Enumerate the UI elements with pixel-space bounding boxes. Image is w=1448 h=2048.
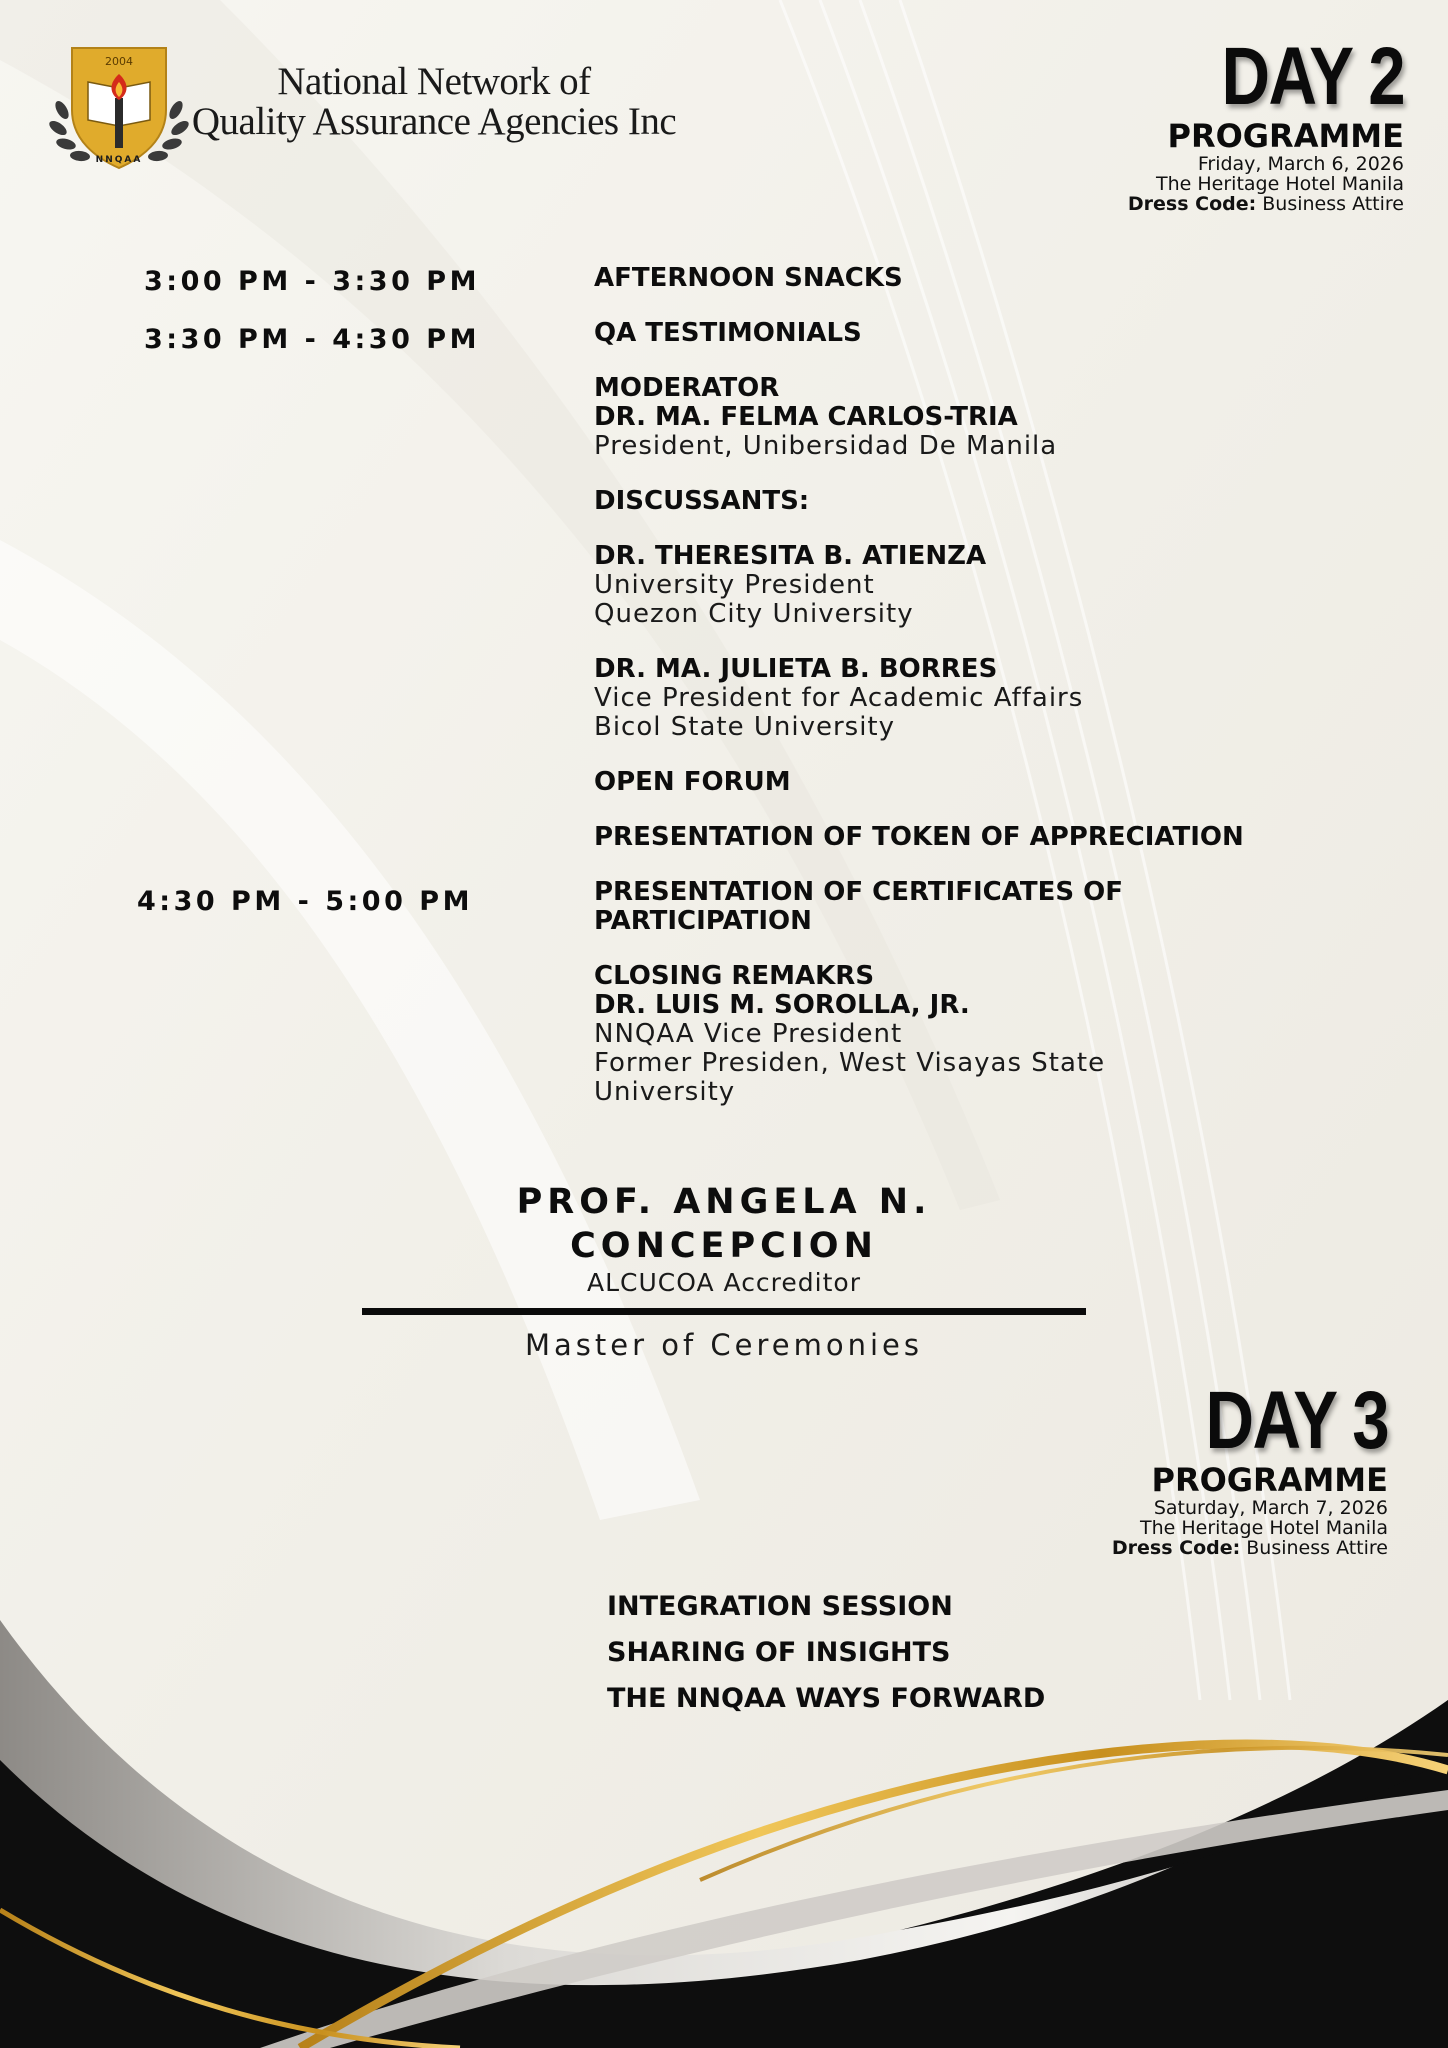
emcee-affiliation: ALCUCOA Accreditor [587, 1268, 861, 1297]
day3-title: DAY 3 [1205, 1375, 1388, 1466]
discussant-title: Vice President for Academic Affairs [594, 683, 1084, 713]
discussant-name: DR. MA. JULIETA B. BORRES [594, 654, 998, 684]
day2-date: Friday, March 6, 2026 [1197, 153, 1404, 175]
dress-code-label: Dress Code: [1111, 1537, 1241, 1559]
emcee-name: PROF. ANGELA N. CONCEPCION [516, 1182, 932, 1266]
agenda-heading-line-1: PRESENTATION OF CERTIFICATES OF [594, 877, 1124, 907]
agenda-item-token [594, 823, 1354, 852]
day3-header [968, 1375, 1388, 1559]
agenda-heading: OPEN FORUM [594, 767, 791, 797]
day2-programme-label: PROGRAMME [1167, 117, 1404, 155]
day2-header [984, 31, 1404, 215]
day2-dress-code [984, 194, 1404, 214]
nnqaa-logo [44, 40, 194, 175]
agenda-heading: QA TESTIMONIALS [594, 318, 862, 348]
svg-text:NNQAA: NNQAA [95, 155, 143, 165]
discussant-org: Bicol State University [594, 712, 895, 742]
day3-programme-label: PROGRAMME [1151, 1461, 1388, 1499]
emcee-divider [362, 1308, 1086, 1315]
day3-item-integration: INTEGRATION SESSION [607, 1591, 953, 1622]
agenda-heading: PRESENTATION OF TOKEN OF APPRECIATION [594, 822, 1244, 852]
svg-text:2004: 2004 [105, 55, 133, 68]
closing-speaker-org-2: University [594, 1077, 736, 1107]
agenda-heading-line-2: PARTICIPATION [594, 906, 812, 936]
emcee-role: Master of Ceremonies [524, 1328, 924, 1362]
agenda-item-snacks [594, 264, 1354, 293]
dress-code-value: Business Attire [1246, 1537, 1388, 1559]
organization-name [184, 62, 684, 142]
discussant-2 [594, 655, 1354, 742]
closing-speaker-name: DR. LUIS M. SOROLLA, JR. [594, 990, 970, 1020]
day3-item-insights: SHARING OF INSIGHTS [607, 1637, 951, 1668]
day2-venue: The Heritage Hotel Manila [1156, 173, 1404, 195]
day3-venue: The Heritage Hotel Manila [1140, 1517, 1388, 1539]
agenda-item-moderator [594, 374, 1354, 461]
day2-programme [594, 264, 1354, 1133]
master-of-ceremonies [362, 1180, 1086, 1363]
agenda-item-open-forum [594, 768, 1354, 797]
agenda-item-closing [594, 962, 1354, 1107]
day3-dress-code [968, 1538, 1388, 1558]
time-slot-3: 4:30 PM - 5:00 PM [137, 886, 473, 917]
discussants-label: DISCUSSANTS: [594, 486, 810, 516]
org-name-line-2: Quality Assurance Agencies Inc [191, 100, 677, 143]
closing-speaker-title: NNQAA Vice President [594, 1019, 903, 1049]
discussant-1 [594, 542, 1354, 629]
header [44, 40, 684, 180]
discussant-title: University President [594, 570, 875, 600]
discussant-org: Quezon City University [594, 599, 914, 629]
time-slot-1: 3:00 PM - 3:30 PM [144, 266, 480, 297]
agenda-heading: AFTERNOON SNACKS [594, 263, 903, 293]
agenda-item-testimonials [594, 319, 1354, 348]
time-slot-2: 3:30 PM - 4:30 PM [144, 324, 480, 355]
moderator-label: MODERATOR [594, 373, 780, 403]
moderator-title: President, Unibersidad De Manila [594, 431, 1058, 461]
day2-title: DAY 2 [1221, 31, 1404, 122]
agenda-item-certificates [594, 878, 1354, 936]
day3-programme [607, 1584, 1307, 1722]
closing-label: CLOSING REMAKRS [594, 961, 875, 991]
moderator-name: DR. MA. FELMA CARLOS-TRIA [594, 402, 1018, 432]
day3-date: Saturday, March 7, 2026 [1153, 1497, 1388, 1519]
agenda-item-discussants [594, 487, 1354, 516]
dress-code-value: Business Attire [1262, 193, 1404, 215]
day3-item-ways-forward: THE NNQAA WAYS FORWARD [607, 1683, 1046, 1714]
discussant-name: DR. THERESITA B. ATIENZA [594, 541, 987, 571]
closing-speaker-org-1: Former Presiden, West Visayas State [594, 1048, 1106, 1078]
org-name-line-1: National Network of [277, 60, 591, 103]
dress-code-label: Dress Code: [1127, 193, 1257, 215]
